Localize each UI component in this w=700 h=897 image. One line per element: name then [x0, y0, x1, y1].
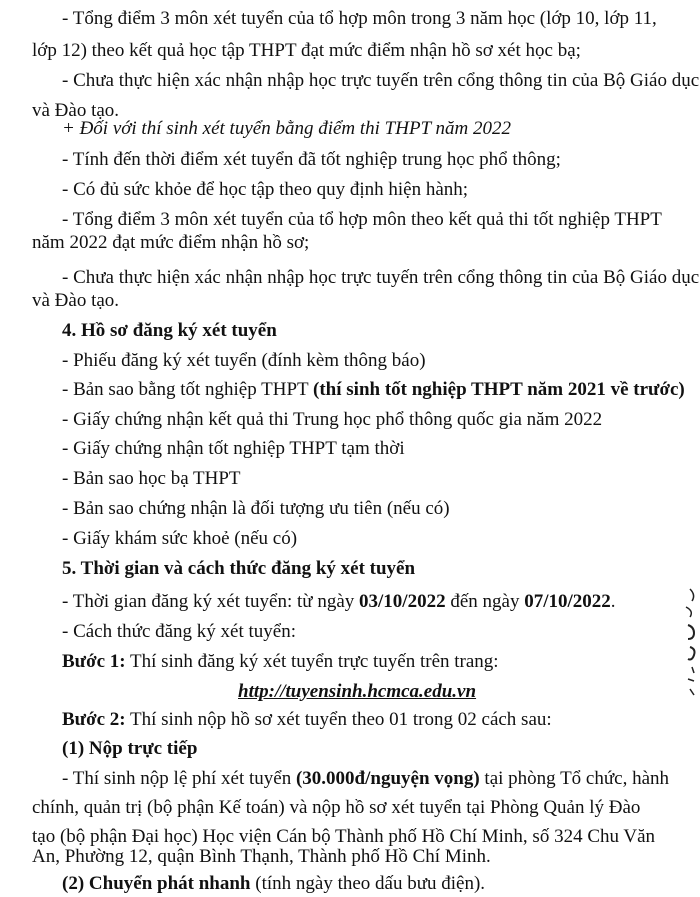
- text-line: - Tính đến thời điểm xét tuyển đã tốt nghiệp trung học phổ thông;: [62, 149, 561, 170]
- text-line: - Chưa thực hiện xác nhận nhập học trực tuyến trên cổng thông tin của Bộ Giáo dục: [62, 267, 700, 288]
- step-line: Bước 1: Thí sinh đăng ký xét tuyển trực tuyến trên trang:: [62, 651, 499, 672]
- list-item: - Giấy chứng nhận tốt nghiệp THPT tạm thời: [62, 438, 405, 459]
- text-line: năm 2022 đạt mức điểm nhận hồ sơ;: [32, 232, 310, 253]
- subsection-heading: + Đối với thí sinh xét tuyển bằng điểm thi THPT năm 2022: [62, 118, 512, 139]
- text-line: - Có đủ sức khỏe để học tập theo quy định hiện hành;: [62, 179, 469, 200]
- text-line: và Đào tạo.: [32, 290, 120, 311]
- list-item: - Bản sao học bạ THPT: [62, 468, 241, 489]
- method-heading: (1) Nộp trực tiếp: [62, 738, 198, 759]
- text-line: - Chưa thực hiện xác nhận nhập học trực tuyến trên cổng thông tin của Bộ Giáo dục: [62, 70, 700, 91]
- list-item: - Phiếu đăng ký xét tuyển (đính kèm thông báo): [62, 350, 426, 371]
- list-item: - Bản sao bằng tốt nghiệp THPT (thí sinh tốt nghiệp THPT năm 2021 về trước): [62, 379, 685, 400]
- section-heading: 5. Thời gian và cách thức đăng ký xét tuyển: [62, 558, 416, 579]
- text-line: và Đào tạo.: [32, 100, 120, 121]
- stamp-edge-mark: [680, 585, 700, 705]
- text-line: chính, quản trị (bộ phận Kế toán) và nộp hồ sơ xét tuyển tại Phòng Quản lý Đào: [32, 797, 641, 818]
- text-line: lớp 12) theo kết quả học tập THPT đạt mức điểm nhận hồ sơ xét học bạ;: [32, 40, 581, 61]
- list-item: - Bản sao chứng nhận là đối tượng ưu tiên (nếu có): [62, 498, 450, 519]
- text-line: - Tổng điểm 3 môn xét tuyển của tổ hợp môn theo kết quả thi tốt nghiệp THPT: [62, 209, 662, 230]
- text-line: An, Phường 12, quận Bình Thạnh, Thành phố Hồ Chí Minh.: [32, 846, 491, 867]
- section-heading: 4. Hồ sơ đăng ký xét tuyển: [62, 320, 277, 341]
- step-line: Bước 2: Thí sinh nộp hồ sơ xét tuyển theo 01 trong 02 cách sau:: [62, 709, 552, 730]
- text-line: - Thí sinh nộp lệ phí xét tuyển (30.000đ/nguyện vọng) tại phòng Tổ chức, hành: [62, 768, 670, 789]
- text-line: - Thời gian đăng ký xét tuyển: từ ngày 03/10/2022 đến ngày 07/10/2022.: [62, 591, 616, 612]
- text-line: - Tổng điểm 3 môn xét tuyển của tổ hợp môn trong 3 năm học (lớp 10, lớp 11,: [62, 8, 657, 29]
- method-heading: (2) Chuyển phát nhanh (tính ngày theo dấu bưu điện).: [62, 873, 486, 894]
- registration-link[interactable]: http://tuyensinh.hcmca.edu.vn: [238, 681, 477, 702]
- list-item: - Giấy chứng nhận kết quả thi Trung học phổ thông quốc gia năm 2022: [62, 409, 603, 430]
- list-item: - Giấy khám sức khoẻ (nếu có): [62, 528, 298, 549]
- text-line: tạo (bộ phận Đại học) Học viện Cán bộ Thành phố Hồ Chí Minh, số 324 Chu Văn: [32, 826, 656, 847]
- text-line: - Cách thức đăng ký xét tuyển:: [62, 621, 297, 642]
